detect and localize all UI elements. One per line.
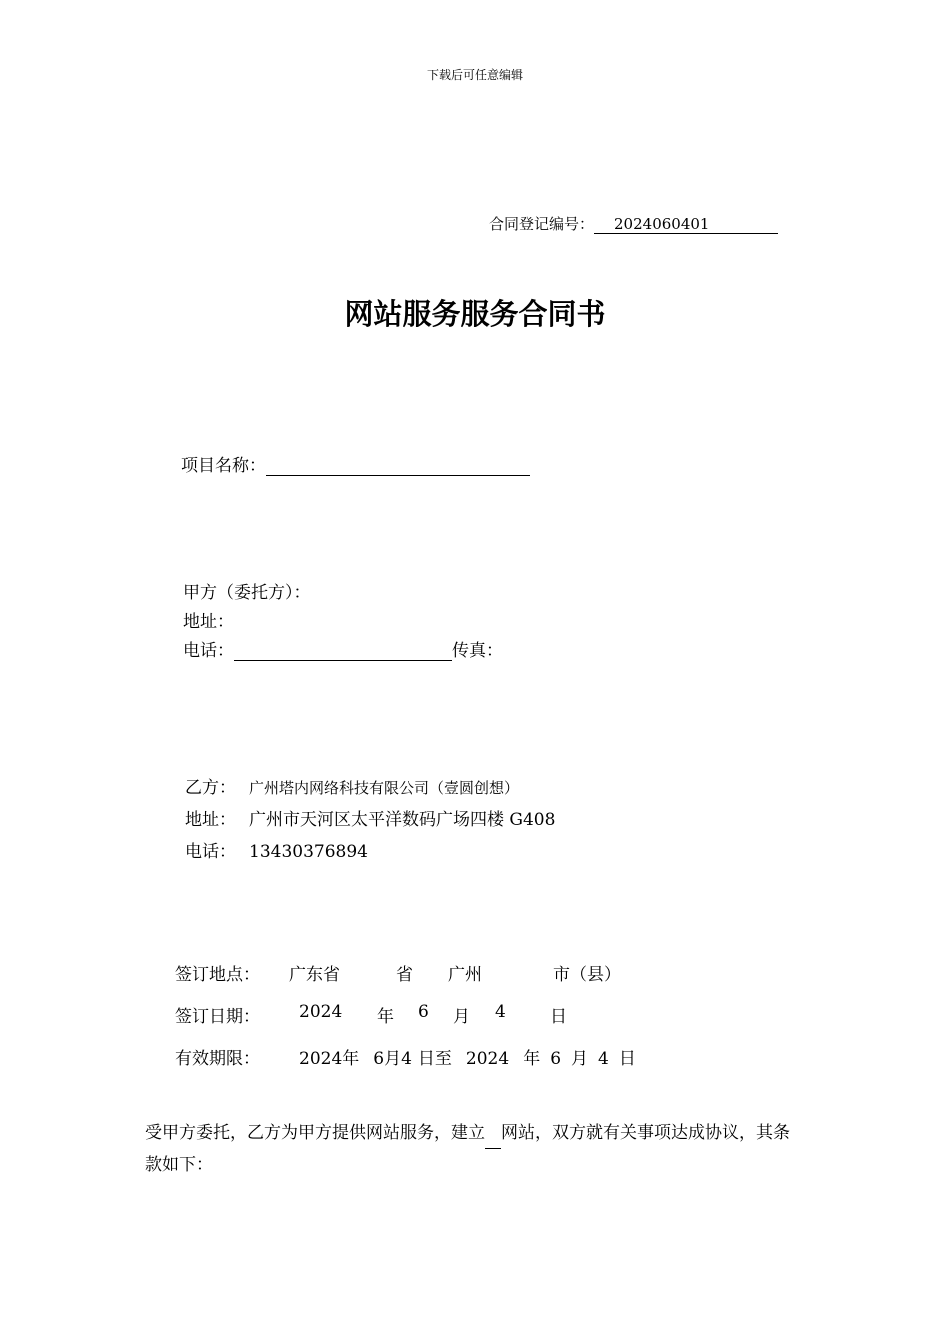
signing-province-unit: 省 — [396, 965, 413, 985]
intro-part2: 网站，双方就有关事项达成协议，其条款如下： — [145, 1123, 790, 1175]
validity-range — [299, 1044, 636, 1069]
validity-label: 有效期限： — [175, 1049, 260, 1069]
validity-d2: 日 — [618, 1049, 636, 1069]
validity-end-month: 6 — [550, 1049, 562, 1069]
website-name-blank — [485, 1128, 501, 1149]
party-b-phone-label: 电话： — [185, 842, 236, 862]
party-a-phone-blank — [234, 642, 452, 661]
registration-number-line — [489, 213, 778, 234]
validity-m2: 月 — [571, 1049, 589, 1069]
party-a-phone-line — [183, 636, 503, 661]
party-b-address: 广州市天河区太平洋数码广场四楼 G408 — [249, 810, 556, 830]
signing-city-unit: 市（县） — [553, 965, 621, 985]
signing-day: 4 — [495, 1002, 506, 1022]
project-name-blank — [266, 457, 530, 476]
validity-m1: 月 — [384, 1049, 402, 1069]
party-b-address-label: 地址： — [185, 810, 236, 830]
registration-number: 2024060401 — [594, 215, 778, 234]
party-a-phone-label: 电话： — [183, 641, 234, 661]
party-a-address-label: 地址： — [183, 612, 234, 632]
project-label: 项目名称： — [181, 456, 266, 476]
validity-d1: 日至 — [417, 1049, 452, 1069]
party-b-label: 乙方： — [185, 778, 236, 798]
signing-year: 2024 — [299, 1002, 343, 1022]
validity-start-month: 6 — [373, 1049, 385, 1069]
validity-y1: 年 — [342, 1049, 360, 1069]
registration-label: 合同登记编号： — [489, 215, 595, 233]
intro-part1: 受甲方委托，乙方为甲方提供网站服务，建立 — [145, 1123, 485, 1143]
party-b-name: 广州塔内网络科技有限公司（壹圆创想） — [249, 779, 520, 797]
document-title: 网站服务服务合同书 — [344, 297, 606, 331]
validity-end-day: 4 — [598, 1049, 609, 1069]
signing-place-label: 签订地点： — [175, 965, 260, 985]
signing-date-label: 签订日期： — [175, 1007, 260, 1027]
validity-y2: 年 — [523, 1049, 541, 1069]
validity-start-year: 2024 — [299, 1049, 343, 1069]
validity-end-year: 2024 — [465, 1049, 510, 1069]
party-b-address-line — [185, 805, 555, 830]
party-a-fax-label: 传真： — [452, 641, 503, 661]
signing-day-unit: 日 — [550, 1007, 567, 1027]
party-a-label: 甲方（委托方）： — [183, 583, 311, 603]
validity-start-day: 4 — [401, 1049, 412, 1069]
intro-paragraph — [145, 1117, 805, 1181]
signing-month: 6 — [418, 1002, 429, 1022]
signing-province: 广东省 — [289, 965, 340, 985]
project-name-line — [181, 451, 530, 476]
header-note: 下载后可任意编辑 — [426, 68, 523, 82]
party-b-phone-line — [185, 837, 368, 862]
signing-year-unit: 年 — [377, 1007, 394, 1027]
signing-month-unit: 月 — [453, 1007, 470, 1027]
signing-city: 广州 — [448, 965, 482, 985]
party-b-phone: 13430376894 — [249, 842, 368, 862]
party-b-line — [185, 773, 519, 798]
